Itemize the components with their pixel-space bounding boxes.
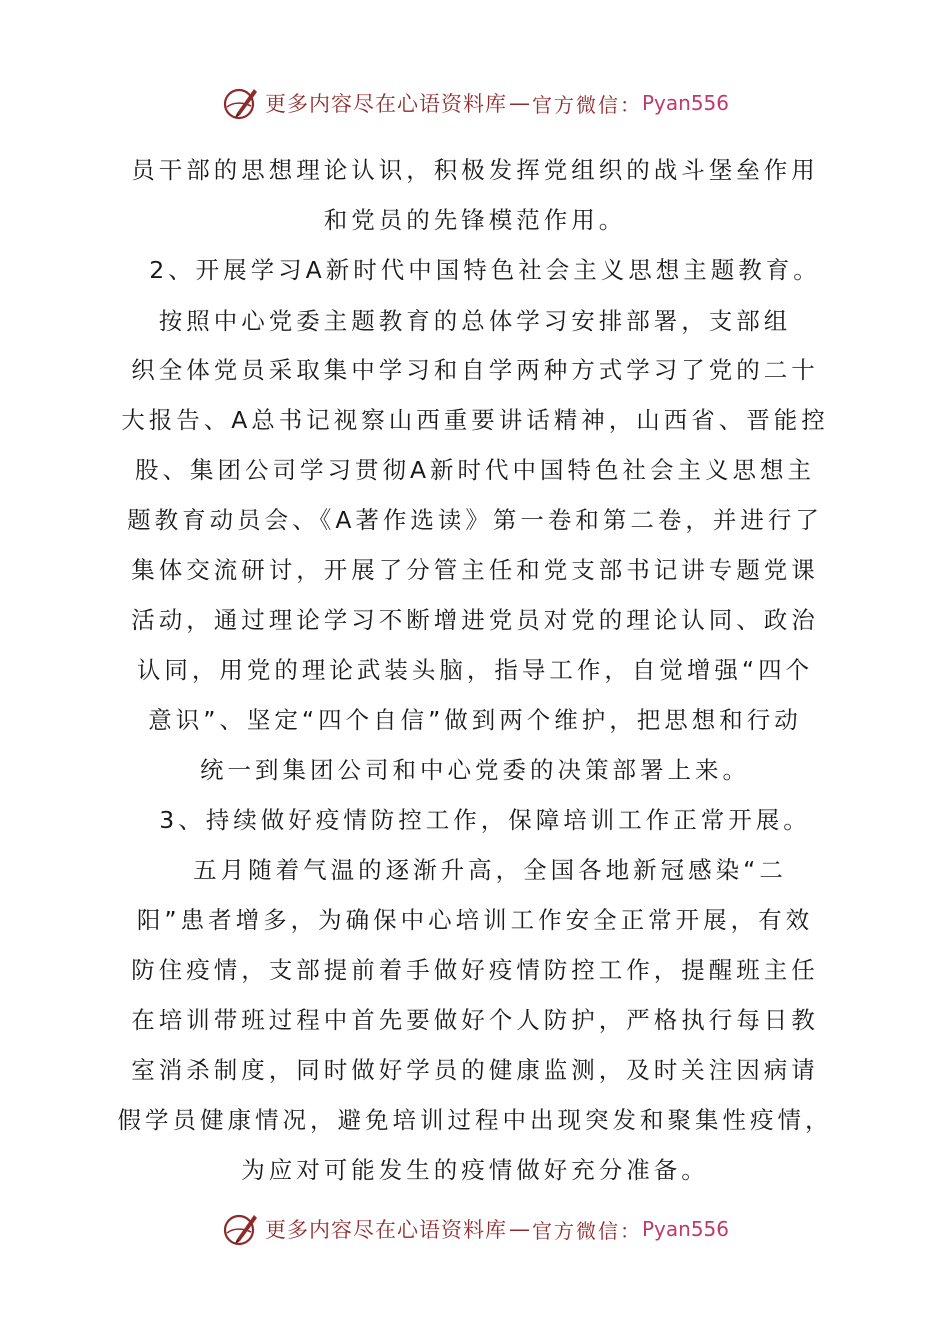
- footer-dash: —: [508, 1217, 530, 1241]
- body-line: 大报告、A总书记视察山西重要讲话精神，山西省、晋能控: [121, 406, 829, 434]
- body-line: 意识”、坚定“四个自信”做到两个维护，把思想和行动: [148, 706, 802, 734]
- body-line: 织全体党员采取集中学习和自学两种方式学习了党的二十: [131, 356, 819, 384]
- body-line: 员干部的思想理论认识，积极发挥党组织的战斗堡垒作用: [131, 156, 819, 184]
- section-heading: 2、开展学习A新时代中国特色社会主义思想主题教育。: [149, 256, 821, 284]
- body-line: 在培训带班过程中首先要做好个人防护，严格执行每日教: [131, 1006, 819, 1034]
- footer-wechat-label: 官方微信：: [531, 1218, 642, 1243]
- body-line: 统一到集团公司和中心党委的决策部署上来。: [200, 756, 750, 784]
- body-line: 五月随着气温的逐渐升高，全国各地新冠感染“二: [193, 856, 787, 884]
- body-line: 为应对可能发生的疫情做好充分准备。: [241, 1156, 709, 1184]
- body-line: 集体交流研讨，开展了分管主任和党支部书记讲专题党课: [131, 556, 819, 584]
- header-banner: [0, 81, 950, 125]
- body-line: 认同，用党的理论武装头脑，指导工作，自觉增强“四个: [136, 656, 814, 684]
- pen-logo-icon: [221, 1209, 261, 1249]
- body-line: 假学员健康情况，避免培训过程中出现突发和聚集性疫情，: [117, 1106, 833, 1134]
- header-wechat-id: Pyan556: [641, 91, 729, 115]
- body-line: 股、集团公司学习贯彻A新时代中国特色社会主义思想主: [134, 456, 816, 484]
- body-line: 室消杀制度，同时做好学员的健康监测，及时关注因病请: [131, 1056, 819, 1084]
- header-dash: —: [508, 91, 530, 115]
- footer-banner: [0, 1207, 950, 1251]
- section-heading: 3、持续做好疫情防控工作，保障培训工作正常开展。: [159, 806, 811, 834]
- body-line: 按照中心党委主题教育的总体学习安排部署，支部组: [158, 307, 792, 335]
- footer-slogan: 更多内容尽在心语资料库: [264, 1218, 507, 1242]
- header-wechat-label: 官方微信：: [531, 92, 642, 117]
- body-line: 活动，通过理论学习不断增进党员对党的理论认同、政治: [131, 606, 819, 634]
- body-line: 和党员的先锋模范作用。: [323, 206, 627, 234]
- footer-wechat-id: Pyan556: [641, 1217, 729, 1241]
- pen-logo-icon: [221, 83, 261, 123]
- body-line: 防住疫情，支部提前着手做好疫情防控工作，提醒班主任: [131, 956, 819, 984]
- body-line: 阳”患者增多，为确保中心培训工作安全正常开展，有效: [136, 906, 814, 934]
- body-line: 题教育动员会、《A著作选读》第一卷和第二卷，并进行了: [127, 506, 823, 534]
- header-slogan: 更多内容尽在心语资料库: [264, 92, 507, 116]
